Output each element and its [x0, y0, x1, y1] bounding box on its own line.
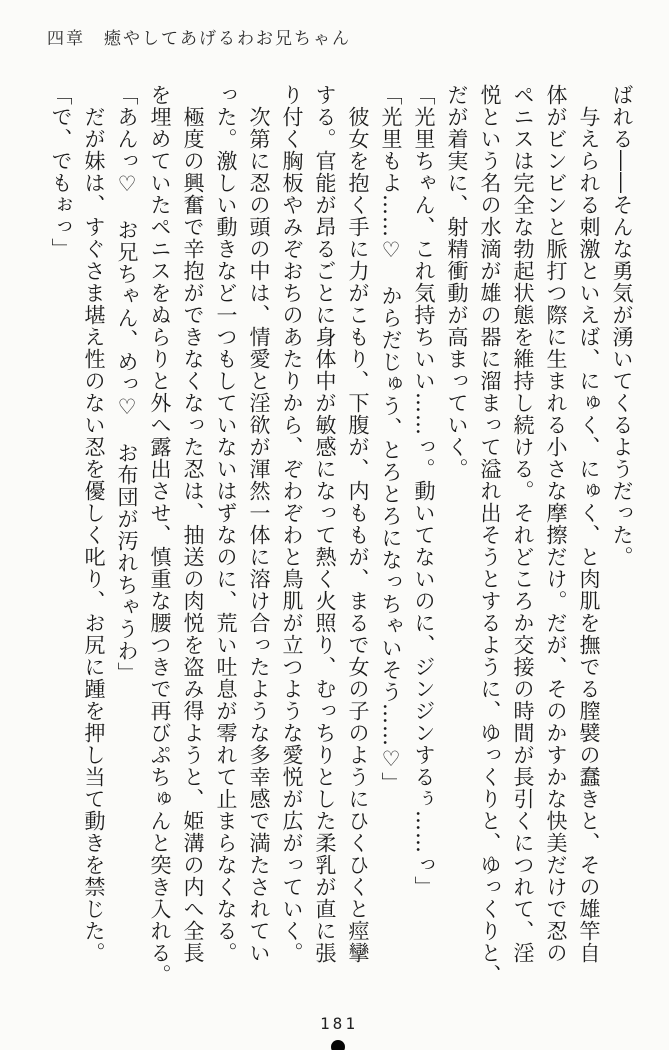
text-line: する。官能が昂るごとに身体中が敏感になって熱く火照り、むっちりとした柔乳が直に張 [313, 84, 337, 964]
text-line: を埋めていたペニスをぬらりと外へ露出させ、慎重な腰つきで再びぷちゅんと突き入れる。 [148, 84, 172, 986]
text-line: ばれる――そんな勇気が湧いてくるようだった。 [610, 84, 634, 568]
text-line: 悦という名の水滴が雄の器に溜まって溢れ出そうとするように、ゆっくりと、ゆっくりと、 [478, 84, 502, 986]
text-line: 次第に忍の頭の中は、情愛と淫欲が渾然一体に溶け合ったような多幸感で満たされてい [247, 106, 271, 964]
binding-dot [331, 1040, 345, 1050]
text-line: 体がビンビンと脈打つ際に生まれる小さな摩擦だけ。だが、そのかすかな快美だけで忍の [544, 84, 568, 964]
text-line: 「で、でもぉっ」 [49, 84, 73, 260]
chapter-header: 四章 癒やしてあげるわお兄ちゃん [47, 29, 351, 49]
text-line: だが妹は、すぐさま堪え性のない忍を優しく叱り、お尻に踵を押し当て動きを禁じた。 [82, 106, 106, 964]
text-line: 「あんっ♡ お兄ちゃん、めっ♡ お布団が汚れちゃうわ」 [115, 84, 139, 684]
text-line: 「光里もよ……♡ からだじゅう、とろとろになっちゃいそう……♡」 [379, 84, 403, 794]
text-line: った。激しい動きなど一つもしていないはずなのに、荒い吐息が零れて止まらなくなる。 [214, 84, 238, 964]
text-line: 「光里ちゃん、これ気持ちいい……っ。動いてないのに、ジンジンするぅ……っ」 [412, 84, 436, 898]
text-line: だが着実に、射精衝動が高まっていく。 [445, 84, 469, 480]
text-block [44, 84, 638, 986]
text-line: り付く胸板やみぞおちのあたりから、ぞわぞわと鳥肌が立つような愛悦が広がっていく。 [280, 84, 304, 964]
text-line: 与えられる刺激といえば、にゅく、にゅく、と肉肌を撫でる膣襞の蠢きと、その雄竿自 [577, 106, 601, 964]
text-line: 彼女を抱く手に力がこもり、下腹が、内ももが、まるで女の子のようにひくひくと痙攣 [346, 106, 370, 964]
text-line: 極度の興奮で辛抱ができなくなった忍は、抽送の肉悦を盗み得ようと、姫溝の内へ全長 [181, 106, 205, 964]
text-line: ペニスは完全な勃起状態を維持し続ける。それどころか交接の時間が長引くにつれて、淫 [511, 84, 535, 964]
page-number: 181 [320, 1014, 358, 1033]
